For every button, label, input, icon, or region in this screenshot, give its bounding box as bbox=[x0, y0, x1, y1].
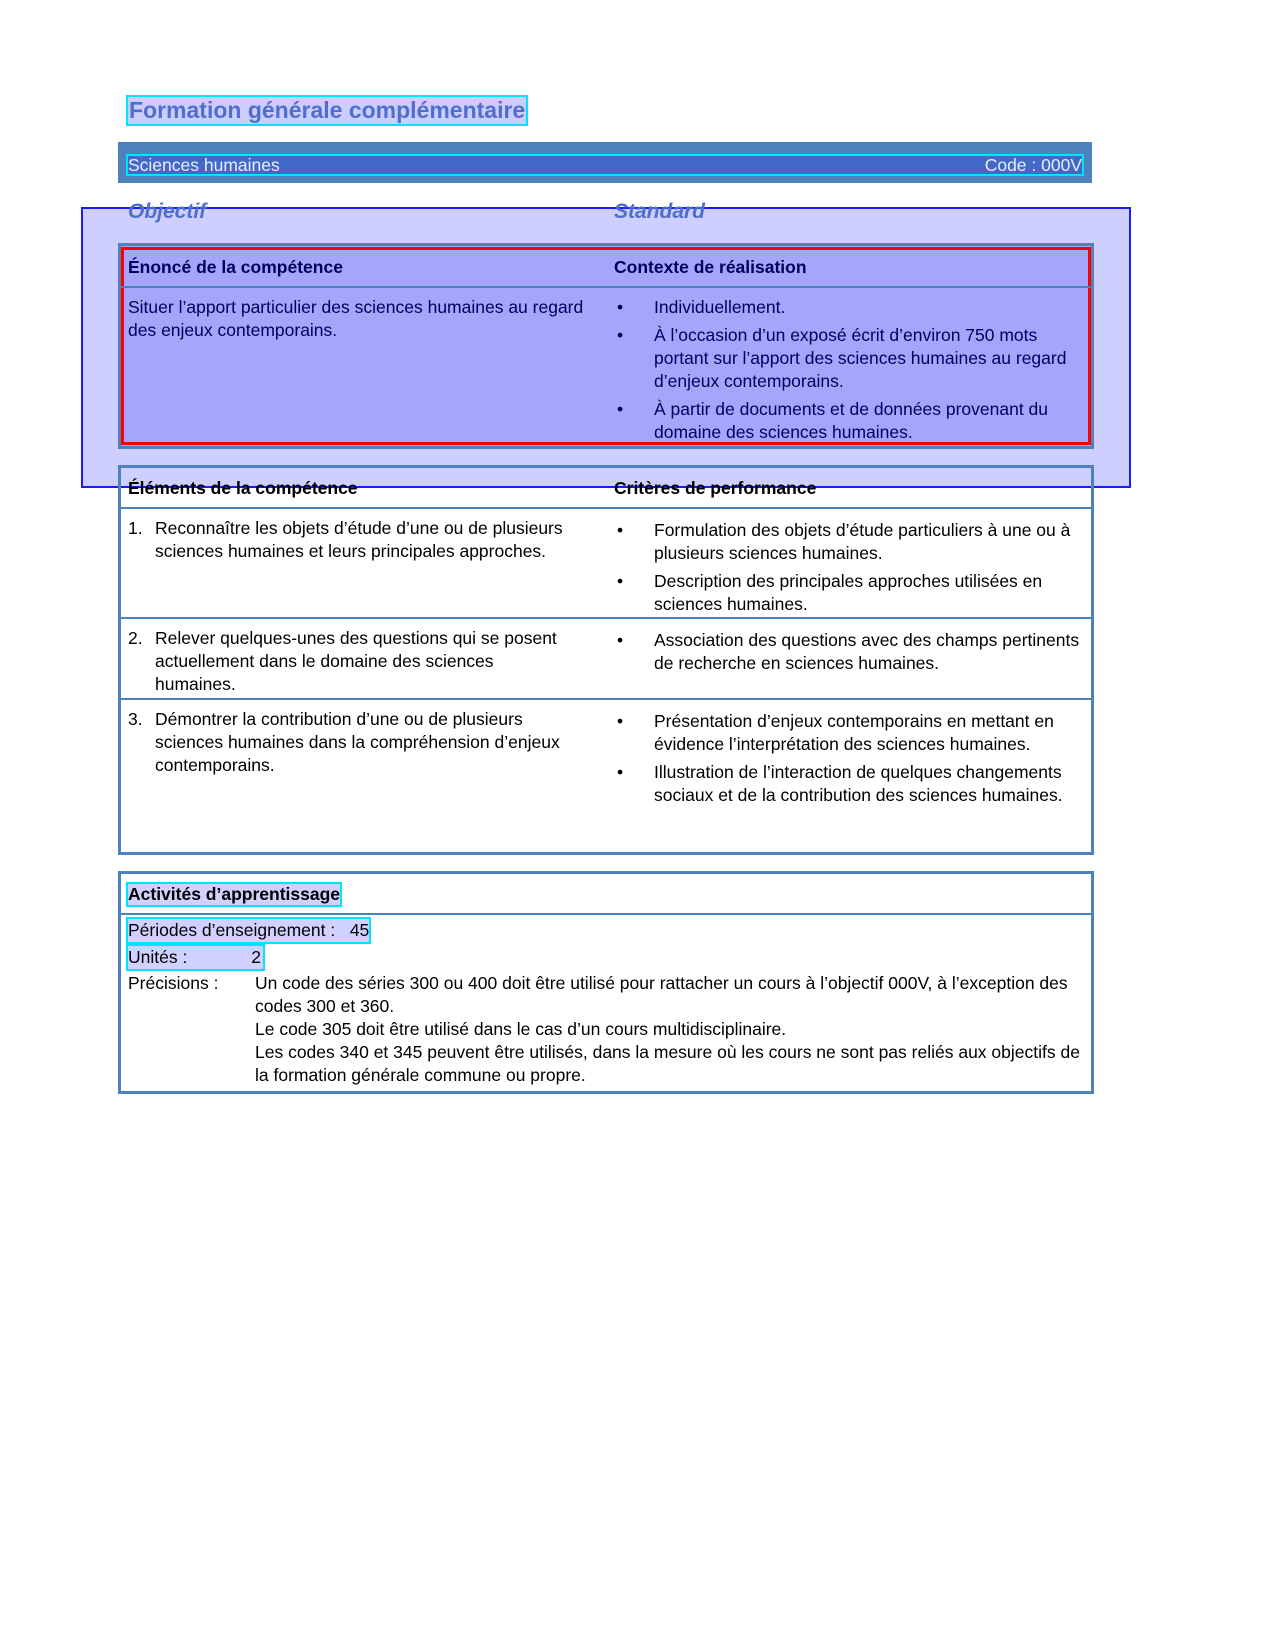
statement-header: Énoncé de la compétence bbox=[128, 257, 343, 277]
detail-item: Un code des séries 300 ou 400 doit être utilisé pour rattacher un cours à l’objectif 000V, à l’exception des codes 300 et 360. bbox=[255, 973, 1068, 1016]
element-number: 2. bbox=[128, 628, 143, 648]
objectif-label: Objectif bbox=[128, 200, 207, 223]
criterion-item: • Illustration de l’interaction de quelques changements sociaux et de la contribution des sciences humaines. bbox=[614, 761, 1084, 807]
activities-box bbox=[118, 871, 1094, 1094]
elements-header: Éléments de la compétence bbox=[128, 478, 358, 498]
criterion-item: • Association des questions avec des champs pertinents de recherche en sciences humaines. bbox=[614, 629, 1084, 675]
competence-box bbox=[118, 243, 1094, 449]
criterion-item: • Description des principales approches utilisées en sciences humaines. bbox=[614, 570, 1084, 616]
subject-code: Code : 000V bbox=[984, 155, 1082, 175]
element-row-1 bbox=[128, 517, 595, 563]
units-row bbox=[128, 946, 263, 969]
periods-value: 45 bbox=[349, 920, 370, 940]
element-number: 3. bbox=[128, 709, 143, 729]
periods-label: Périodes d’enseignement : bbox=[128, 920, 336, 940]
context-item: • À partir de documents et de données provenant du domaine des sciences humaines. bbox=[614, 398, 1074, 444]
detail-item: Les codes 340 et 345 peuvent être utilisés, dans la mesure où les cours ne sont pas reliés aux objectifs de la formation générale commune ou propre. bbox=[255, 1042, 1080, 1085]
subject-header bbox=[128, 156, 1082, 174]
subject-name: Sciences humaines bbox=[128, 155, 280, 175]
criterion-item: • Présentation d’enjeux contemporains en mettant en évidence l’interprétation des sciences humaines. bbox=[614, 710, 1084, 756]
element-row-3 bbox=[128, 708, 595, 777]
context-list bbox=[614, 296, 1074, 449]
details-label: Précisions : bbox=[128, 973, 219, 993]
element-text: Reconnaître les objets d’étude d’une ou de plusieurs sciences humaines et leurs principales approches. bbox=[155, 518, 563, 561]
detail-item: Le code 305 doit être utilisé dans le cas d’un cours multidisciplinaire. bbox=[255, 1019, 787, 1039]
context-item: • À l’occasion d’un exposé écrit d’environ 750 mots portant sur l’apport des sciences humaines au regard d’enjeux contemporains. bbox=[614, 324, 1074, 393]
element-row-2 bbox=[128, 627, 575, 696]
units-label: Unités : bbox=[128, 947, 188, 967]
context-item: • Individuellement. bbox=[614, 296, 1074, 319]
standard-label: Standard bbox=[614, 200, 706, 223]
context-header: Contexte de réalisation bbox=[614, 257, 807, 277]
details-list bbox=[255, 972, 1085, 1087]
periods-row bbox=[128, 919, 369, 942]
criteria-header: Critères de performance bbox=[614, 478, 817, 498]
elements-box bbox=[118, 465, 1094, 855]
document-title: Formation générale complémentaire bbox=[129, 97, 526, 123]
element-number: 1. bbox=[128, 518, 143, 538]
element-text: Démontrer la contribution d’une ou de plusieurs sciences humaines dans la compréhension d’enjeux contemporains. bbox=[155, 709, 560, 775]
activities-header: Activités d’apprentissage bbox=[128, 884, 341, 904]
criterion-item: • Formulation des objets d’étude particuliers à une ou à plusieurs sciences humaines. bbox=[614, 519, 1084, 565]
competence-statement: Situer l’apport particulier des sciences humaines au regard des enjeux contemporains. bbox=[128, 297, 584, 340]
element-text: Relever quelques-unes des questions qui se posent actuellement dans le domaine des sciences humaines. bbox=[155, 628, 557, 694]
units-value: 2 bbox=[251, 947, 261, 967]
